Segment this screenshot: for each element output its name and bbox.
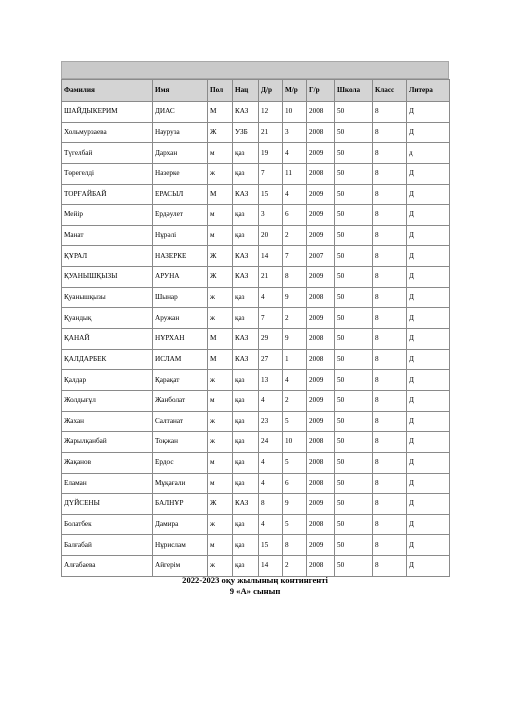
cell-letter: Д	[407, 494, 450, 515]
cell-letter: Д	[407, 163, 450, 184]
cell-letter: Д	[407, 225, 450, 246]
cell-surname: ҚАНАЙ	[62, 329, 153, 350]
cell-name: Айгерім	[153, 556, 208, 577]
cell-letter: Д	[407, 102, 450, 123]
cell-nationality: қаз	[233, 225, 259, 246]
cell-birth-year: 2008	[307, 473, 335, 494]
cell-school: 50	[335, 143, 373, 164]
table-row	[62, 143, 450, 164]
cell-nationality: қаз	[233, 432, 259, 453]
cell-name: Жанболат	[153, 390, 208, 411]
cell-name: Шынар	[153, 287, 208, 308]
cell-name: Нұрәлі	[153, 225, 208, 246]
table-row	[62, 473, 450, 494]
table-row	[62, 205, 450, 226]
cell-grade: 8	[373, 205, 407, 226]
cell-birth-month: 2	[283, 225, 307, 246]
cell-grade: 8	[373, 535, 407, 556]
cell-school: 50	[335, 432, 373, 453]
cell-birth-year: 2007	[307, 246, 335, 267]
cell-name: Дамира	[153, 514, 208, 535]
caption-line-2: 9 «А» сынып	[229, 586, 281, 596]
student-roster-table	[61, 79, 450, 577]
cell-birth-month: 2	[283, 556, 307, 577]
cell-birth-year: 2008	[307, 102, 335, 123]
table-row	[62, 556, 450, 577]
cell-gender: м	[208, 473, 233, 494]
cell-grade: 8	[373, 370, 407, 391]
cell-birth-month: 4	[283, 184, 307, 205]
cell-nationality: КАЗ	[233, 184, 259, 205]
cell-birth-day: 7	[259, 163, 283, 184]
cell-gender: м	[208, 225, 233, 246]
cell-grade: 8	[373, 287, 407, 308]
cell-letter: Д	[407, 514, 450, 535]
cell-nationality: КАЗ	[233, 267, 259, 288]
cell-surname: Еламан	[62, 473, 153, 494]
cell-school: 50	[335, 102, 373, 123]
cell-birth-month: 5	[283, 514, 307, 535]
cell-gender: ж	[208, 514, 233, 535]
cell-school: 50	[335, 225, 373, 246]
cell-birth-day: 19	[259, 143, 283, 164]
table-row	[62, 308, 450, 329]
cell-birth-year: 2009	[307, 205, 335, 226]
cell-birth-day: 12	[259, 102, 283, 123]
cell-nationality: УЗБ	[233, 122, 259, 143]
cell-gender: ж	[208, 370, 233, 391]
cell-school: 50	[335, 163, 373, 184]
cell-birth-year: 2009	[307, 535, 335, 556]
cell-nationality: қаз	[233, 370, 259, 391]
table-row	[62, 267, 450, 288]
table-row	[62, 390, 450, 411]
cell-surname: Жолдығұл	[62, 390, 153, 411]
cell-gender: М	[208, 349, 233, 370]
cell-grade: 8	[373, 246, 407, 267]
cell-letter: Д	[407, 349, 450, 370]
table-row	[62, 411, 450, 432]
cell-surname: ТОРҒАЙБАЙ	[62, 184, 153, 205]
cell-nationality: қаз	[233, 308, 259, 329]
cell-surname: Хольмурзаева	[62, 122, 153, 143]
table-row	[62, 452, 450, 473]
cell-surname: Мейір	[62, 205, 153, 226]
cell-birth-month: 5	[283, 452, 307, 473]
cell-grade: 8	[373, 102, 407, 123]
cell-nationality: қаз	[233, 163, 259, 184]
cell-grade: 8	[373, 452, 407, 473]
cell-birth-day: 15	[259, 535, 283, 556]
cell-surname: Қалдар	[62, 370, 153, 391]
column-header-nationality: Нац	[233, 80, 259, 102]
cell-nationality: қаз	[233, 514, 259, 535]
cell-school: 50	[335, 246, 373, 267]
cell-gender: м	[208, 535, 233, 556]
cell-grade: 8	[373, 163, 407, 184]
table-row	[62, 163, 450, 184]
cell-letter: Д	[407, 184, 450, 205]
cell-school: 50	[335, 349, 373, 370]
cell-name: БАЛНҰР	[153, 494, 208, 515]
cell-letter: Д	[407, 452, 450, 473]
cell-gender: ж	[208, 163, 233, 184]
cell-name: Назерке	[153, 163, 208, 184]
cell-name: ИСЛАМ	[153, 349, 208, 370]
cell-surname: Жарылқанбай	[62, 432, 153, 453]
column-header-name: Имя	[153, 80, 208, 102]
cell-birth-year: 2008	[307, 329, 335, 350]
cell-grade: 8	[373, 329, 407, 350]
cell-grade: 8	[373, 494, 407, 515]
cell-school: 50	[335, 370, 373, 391]
cell-birth-month: 1	[283, 349, 307, 370]
cell-gender: М	[208, 184, 233, 205]
cell-birth-day: 4	[259, 473, 283, 494]
cell-birth-year: 2008	[307, 349, 335, 370]
cell-school: 50	[335, 411, 373, 432]
cell-grade: 8	[373, 225, 407, 246]
cell-nationality: КАЗ	[233, 246, 259, 267]
cell-birth-year: 2008	[307, 163, 335, 184]
cell-nationality: қаз	[233, 556, 259, 577]
cell-gender: м	[208, 205, 233, 226]
cell-birth-month: 7	[283, 246, 307, 267]
cell-birth-month: 10	[283, 102, 307, 123]
table-row	[62, 329, 450, 350]
cell-surname: Жахан	[62, 411, 153, 432]
column-header-school: Школа	[335, 80, 373, 102]
cell-name: ЕРАСЫЛ	[153, 184, 208, 205]
cell-birth-month: 6	[283, 205, 307, 226]
caption-line-1: 2022-2023 оқу жылының контингенті	[182, 575, 328, 585]
cell-surname: Қуанышқызы	[62, 287, 153, 308]
cell-grade: 8	[373, 122, 407, 143]
cell-birth-day: 27	[259, 349, 283, 370]
cell-grade: 8	[373, 390, 407, 411]
cell-grade: 8	[373, 267, 407, 288]
cell-school: 50	[335, 473, 373, 494]
cell-letter: Д	[407, 287, 450, 308]
cell-grade: 8	[373, 143, 407, 164]
cell-birth-day: 29	[259, 329, 283, 350]
cell-nationality: қаз	[233, 452, 259, 473]
table-row	[62, 225, 450, 246]
cell-school: 50	[335, 287, 373, 308]
cell-name: Наурузa	[153, 122, 208, 143]
cell-school: 50	[335, 514, 373, 535]
cell-letter: д	[407, 143, 450, 164]
cell-gender: м	[208, 390, 233, 411]
cell-school: 50	[335, 308, 373, 329]
cell-nationality: қаз	[233, 205, 259, 226]
table-row	[62, 102, 450, 123]
cell-birth-month: 6	[283, 473, 307, 494]
cell-school: 50	[335, 494, 373, 515]
cell-surname: ҚУАНЫШҚЫЗЫ	[62, 267, 153, 288]
column-header-grade: Класс	[373, 80, 407, 102]
cell-gender: Ж	[208, 246, 233, 267]
cell-name: НАЗЕРКЕ	[153, 246, 208, 267]
cell-gender: М	[208, 329, 233, 350]
cell-letter: Д	[407, 205, 450, 226]
cell-school: 50	[335, 329, 373, 350]
cell-grade: 8	[373, 184, 407, 205]
cell-school: 50	[335, 205, 373, 226]
cell-gender: Ж	[208, 267, 233, 288]
cell-nationality: КАЗ	[233, 329, 259, 350]
table-top-band	[61, 61, 449, 79]
cell-letter: Д	[407, 473, 450, 494]
cell-birth-day: 21	[259, 122, 283, 143]
table-row	[62, 514, 450, 535]
cell-gender: ж	[208, 308, 233, 329]
cell-birth-month: 2	[283, 308, 307, 329]
cell-birth-month: 3	[283, 122, 307, 143]
header-row	[62, 80, 450, 102]
cell-nationality: қаз	[233, 287, 259, 308]
cell-school: 50	[335, 122, 373, 143]
cell-birth-day: 4	[259, 452, 283, 473]
cell-grade: 8	[373, 473, 407, 494]
cell-surname: Төрегелді	[62, 163, 153, 184]
cell-letter: Д	[407, 267, 450, 288]
table-body	[62, 102, 450, 577]
cell-birth-day: 3	[259, 205, 283, 226]
cell-birth-year: 2009	[307, 225, 335, 246]
table-row	[62, 535, 450, 556]
cell-letter: Д	[407, 556, 450, 577]
cell-surname: Алғабаева	[62, 556, 153, 577]
cell-birth-month: 8	[283, 535, 307, 556]
cell-birth-day: 8	[259, 494, 283, 515]
cell-birth-month: 4	[283, 143, 307, 164]
cell-grade: 8	[373, 514, 407, 535]
column-header-letter: Литера	[407, 80, 450, 102]
table-row	[62, 184, 450, 205]
cell-birth-day: 20	[259, 225, 283, 246]
cell-name: ДИАС	[153, 102, 208, 123]
cell-birth-year: 2009	[307, 494, 335, 515]
cell-birth-day: 15	[259, 184, 283, 205]
cell-gender: ж	[208, 556, 233, 577]
cell-name: Аружан	[153, 308, 208, 329]
cell-name: Дархан	[153, 143, 208, 164]
cell-birth-day: 4	[259, 390, 283, 411]
cell-grade: 8	[373, 432, 407, 453]
cell-surname: Манат	[62, 225, 153, 246]
cell-name: Ердос	[153, 452, 208, 473]
cell-birth-day: 13	[259, 370, 283, 391]
column-header-surname: Фамилия	[62, 80, 153, 102]
cell-letter: Д	[407, 370, 450, 391]
cell-grade: 8	[373, 349, 407, 370]
cell-birth-year: 2009	[307, 143, 335, 164]
cell-name: Қарақат	[153, 370, 208, 391]
cell-letter: Д	[407, 122, 450, 143]
cell-birth-year: 2008	[307, 514, 335, 535]
cell-grade: 8	[373, 411, 407, 432]
cell-birth-day: 23	[259, 411, 283, 432]
cell-birth-month: 9	[283, 329, 307, 350]
cell-surname: Түгелбай	[62, 143, 153, 164]
cell-birth-year: 2009	[307, 308, 335, 329]
cell-gender: м	[208, 452, 233, 473]
column-header-birth-day: Д/р	[259, 80, 283, 102]
cell-nationality: КАЗ	[233, 494, 259, 515]
cell-grade: 8	[373, 556, 407, 577]
cell-name: НҰРХАН	[153, 329, 208, 350]
cell-gender: м	[208, 143, 233, 164]
cell-grade: 8	[373, 308, 407, 329]
table-row	[62, 287, 450, 308]
cell-birth-day: 7	[259, 308, 283, 329]
column-header-gender: Пол	[208, 80, 233, 102]
cell-birth-day: 24	[259, 432, 283, 453]
cell-birth-month: 8	[283, 267, 307, 288]
cell-birth-year: 2008	[307, 122, 335, 143]
cell-birth-month: 11	[283, 163, 307, 184]
cell-school: 50	[335, 184, 373, 205]
cell-surname: ҚҰРАЛ	[62, 246, 153, 267]
table-row	[62, 432, 450, 453]
cell-surname: Қуандық	[62, 308, 153, 329]
cell-gender: ж	[208, 287, 233, 308]
cell-birth-month: 9	[283, 494, 307, 515]
cell-birth-year: 2009	[307, 267, 335, 288]
cell-nationality: қаз	[233, 143, 259, 164]
cell-gender: М	[208, 102, 233, 123]
cell-surname: Балғабай	[62, 535, 153, 556]
cell-birth-month: 5	[283, 411, 307, 432]
cell-letter: Д	[407, 535, 450, 556]
cell-birth-month: 4	[283, 370, 307, 391]
cell-letter: Д	[407, 390, 450, 411]
cell-gender: ж	[208, 432, 233, 453]
cell-birth-year: 2008	[307, 287, 335, 308]
cell-name: Ердәулет	[153, 205, 208, 226]
cell-nationality: КАЗ	[233, 349, 259, 370]
cell-letter: Д	[407, 246, 450, 267]
table-row	[62, 349, 450, 370]
cell-surname: ШАЙДЫКЕРИМ	[62, 102, 153, 123]
cell-birth-year: 2008	[307, 556, 335, 577]
cell-school: 50	[335, 390, 373, 411]
column-header-birth-year: Г/р	[307, 80, 335, 102]
table-row	[62, 122, 450, 143]
cell-birth-year: 2009	[307, 184, 335, 205]
cell-school: 50	[335, 452, 373, 473]
cell-birth-day: 14	[259, 246, 283, 267]
table-row	[62, 370, 450, 391]
cell-surname: Болатбек	[62, 514, 153, 535]
cell-name: Тоқжан	[153, 432, 208, 453]
cell-birth-day: 21	[259, 267, 283, 288]
cell-gender: Ж	[208, 494, 233, 515]
cell-surname: ДҮЙСЕНЫ	[62, 494, 153, 515]
cell-name: Мұқағали	[153, 473, 208, 494]
cell-name: Салтанат	[153, 411, 208, 432]
cell-nationality: КАЗ	[233, 102, 259, 123]
cell-birth-day: 4	[259, 514, 283, 535]
cell-birth-month: 10	[283, 432, 307, 453]
cell-school: 50	[335, 535, 373, 556]
table-row	[62, 246, 450, 267]
cell-birth-year: 2009	[307, 370, 335, 391]
cell-letter: Д	[407, 411, 450, 432]
cell-gender: ж	[208, 411, 233, 432]
cell-name: Нұрислам	[153, 535, 208, 556]
cell-letter: Д	[407, 432, 450, 453]
cell-gender: Ж	[208, 122, 233, 143]
cell-school: 50	[335, 267, 373, 288]
cell-nationality: қаз	[233, 390, 259, 411]
cell-surname: ҚАЛДАРБЕК	[62, 349, 153, 370]
cell-birth-year: 2008	[307, 452, 335, 473]
cell-nationality: қаз	[233, 411, 259, 432]
table-row	[62, 494, 450, 515]
cell-nationality: қаз	[233, 473, 259, 494]
cell-nationality: қаз	[233, 535, 259, 556]
cell-birth-year: 2009	[307, 390, 335, 411]
cell-letter: Д	[407, 329, 450, 350]
cell-birth-year: 2009	[307, 411, 335, 432]
cell-birth-month: 2	[283, 390, 307, 411]
cell-birth-day: 14	[259, 556, 283, 577]
cell-birth-year: 2008	[307, 432, 335, 453]
table-header	[62, 80, 450, 102]
cell-letter: Д	[407, 308, 450, 329]
cell-surname: Жақанов	[62, 452, 153, 473]
cell-birth-month: 9	[283, 287, 307, 308]
cell-name: АРУНА	[153, 267, 208, 288]
cell-birth-day: 4	[259, 287, 283, 308]
cell-school: 50	[335, 556, 373, 577]
column-header-birth-month: М/р	[283, 80, 307, 102]
